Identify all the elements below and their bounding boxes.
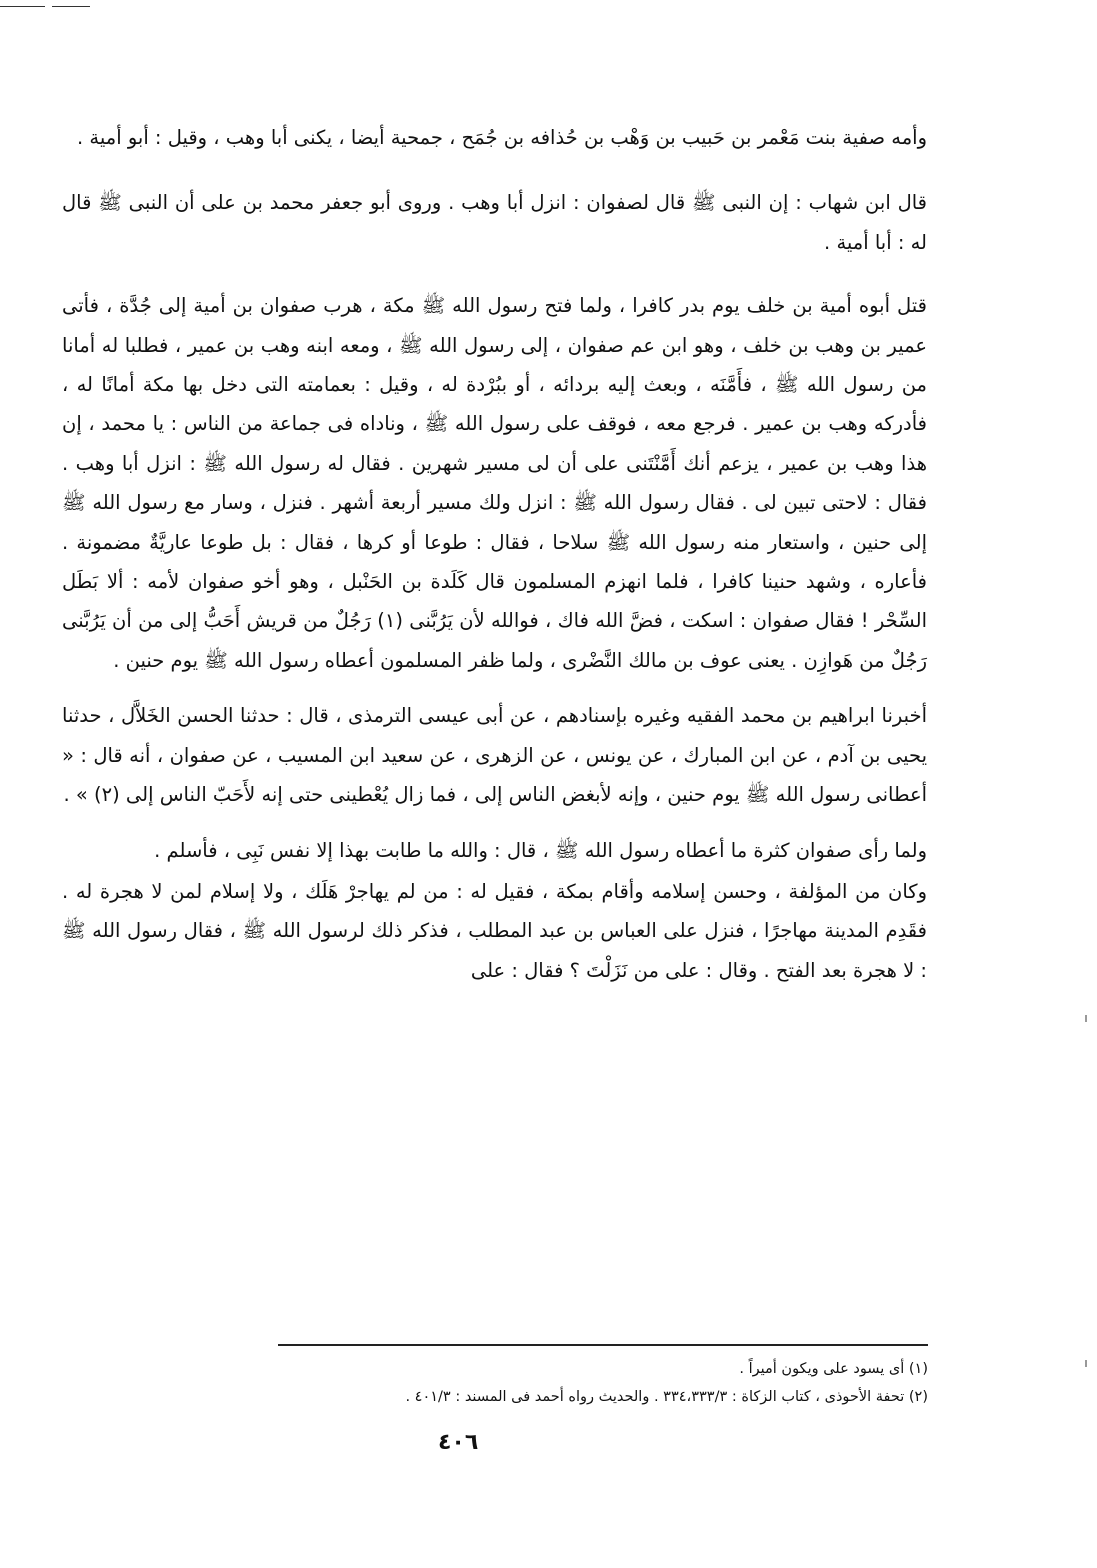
- footnote-divider: [278, 1344, 928, 1346]
- corner-crop-mark: [52, 6, 90, 7]
- page-body: [62, 118, 927, 990]
- scan-speck: [1085, 1015, 1087, 1022]
- footnotes: [240, 1355, 928, 1411]
- page-number: ٤٠٦: [438, 1430, 479, 1455]
- footnote-1: (١) أى يسود على ويكون أميراً .: [739, 1361, 928, 1377]
- paragraph-story-hunayn: قتل أبوه أمية بن خلف يوم بدر كافرا ، ولما فتح رسول الله ﷺ مكة ، هرب صفوان بن أمية إلى جُدَّة ، فأتى عمير بن وهب بن خلف ، وهو ابن عم صفوان ، إلى رسول الله ﷺ ، ومعه ابنه وهب بن عمير ، فطلبا له أمانا من رسول الله ﷺ ، فأَمَّنَه ، وبعث إليه بردائه ، أو ببُرْدة له ، وقيل : بعمامته التى دخل بها مكة أمانًا له ، فأدركه وهب بن عمير . فرجع معه ، فوقف على رسول الله ﷺ ، وناداه فى جماعة من الناس : يا محمد ، إن هذا وهب بن عمير ، يزعم أنك أَمَّنْتَنى على أن لى مسير شهرين . فقال له رسول الله ﷺ : انزل أبا وهب . فقال : لاحتى تبين لى . فقال رسول الله ﷺ : انزل ولك مسير أربعة أشهر . فنزل ، وسار مع رسول الله ﷺ إلى حنين ، واستعار منه رسول الله ﷺ سلاحا ، فقال : طوعا أو كرها ، فقال : بل طوعا عاريَّةٌ مضمونة . فأعاره ، وشهد حنينا كافرا ، فلما انهزم المسلمون قال كَلَدة بن الحَنْبل ، وهو أخو صفوان لأمه : ألا بَطَل السِّحْر ! فقال صفوان : اسكت ، فضَّ الله فاك ، فوالله لأن يَرُبَّنى (١) رَجُلٌ من قريش أَحَبُّ إلى من أن يَرُبَّنى رَجُلٌ من هَوازِن . يعنى عوف بن مالك النَّضْرى ، ولما ظفر المسلمون أعطاه رسول الله ﷺ يوم حنين .: [62, 294, 927, 672]
- paragraph-hijra: وكان من المؤلفة ، وحسن إسلامه وأقام بمكة ، فقيل له : من لم يهاجرْ هَلَك ، ولا إسلام لمن لا هجرة له . فقَدِم المدينة مهاجرًا ، فنزل على العباس بن عبد المطلب ، فذكر ذلك لرسول الله ﷺ ، فقال رسول الله ﷺ : لا هجرة بعد الفتح . وقال : على من نَزَلْتَ ؟ فقال : على: [62, 879, 927, 982]
- paragraph-hadith-isnad: أخبرنا ابراهيم بن محمد الفقيه وغيره بإسنادهم ، عن أبى عيسى الترمذى ، قال : حدثنا الحسن الخَلاَّل ، حدثنا يحيى بن آدم ، عن ابن المبارك ، عن يونس ، عن الزهرى ، عن سعيد ابن المسيب ، عن صفوان ، أنه قال : « أعطانى رسول الله ﷺ يوم حنين ، وإنه لأبغض الناس إلى ، فما زال يُعْطينى حتى إنه لأَحَبّ الناس إلى (٢) » .: [62, 704, 927, 807]
- corner-crop-mark: [0, 6, 45, 7]
- footnote-2: (٢) تحفة الأحوذى ، كتاب الزكاة : ٣٣٤،٣٣٣/٣ . والحديث رواه أحمد فى المسند : ٤٠١/٣ .: [405, 1389, 928, 1405]
- scan-speck: [1085, 1360, 1087, 1367]
- paragraph-conversion: ولما رأى صفوان كثرة ما أعطاه رسول الله ﷺ ، قال : والله ما طابت بهذا إلا نفس نَبِى ، فأسلم .: [154, 838, 927, 862]
- paragraph-kunya-narration: قال ابن شهاب : إن النبى ﷺ قال لصفوان : انزل أبا وهب . وروى أبو جعفر محمد بن على أن النبى ﷺ قال له : أبا أمية .: [62, 191, 927, 254]
- paragraph-mother-lineage: وأمه صفية بنت مَعْمر بن حَبيب بن وَهْب بن حُذافه بن جُمَح ، جمحية أيضا ، يكنى أبا وهب ، وقيل : أبو أمية .: [77, 126, 927, 149]
